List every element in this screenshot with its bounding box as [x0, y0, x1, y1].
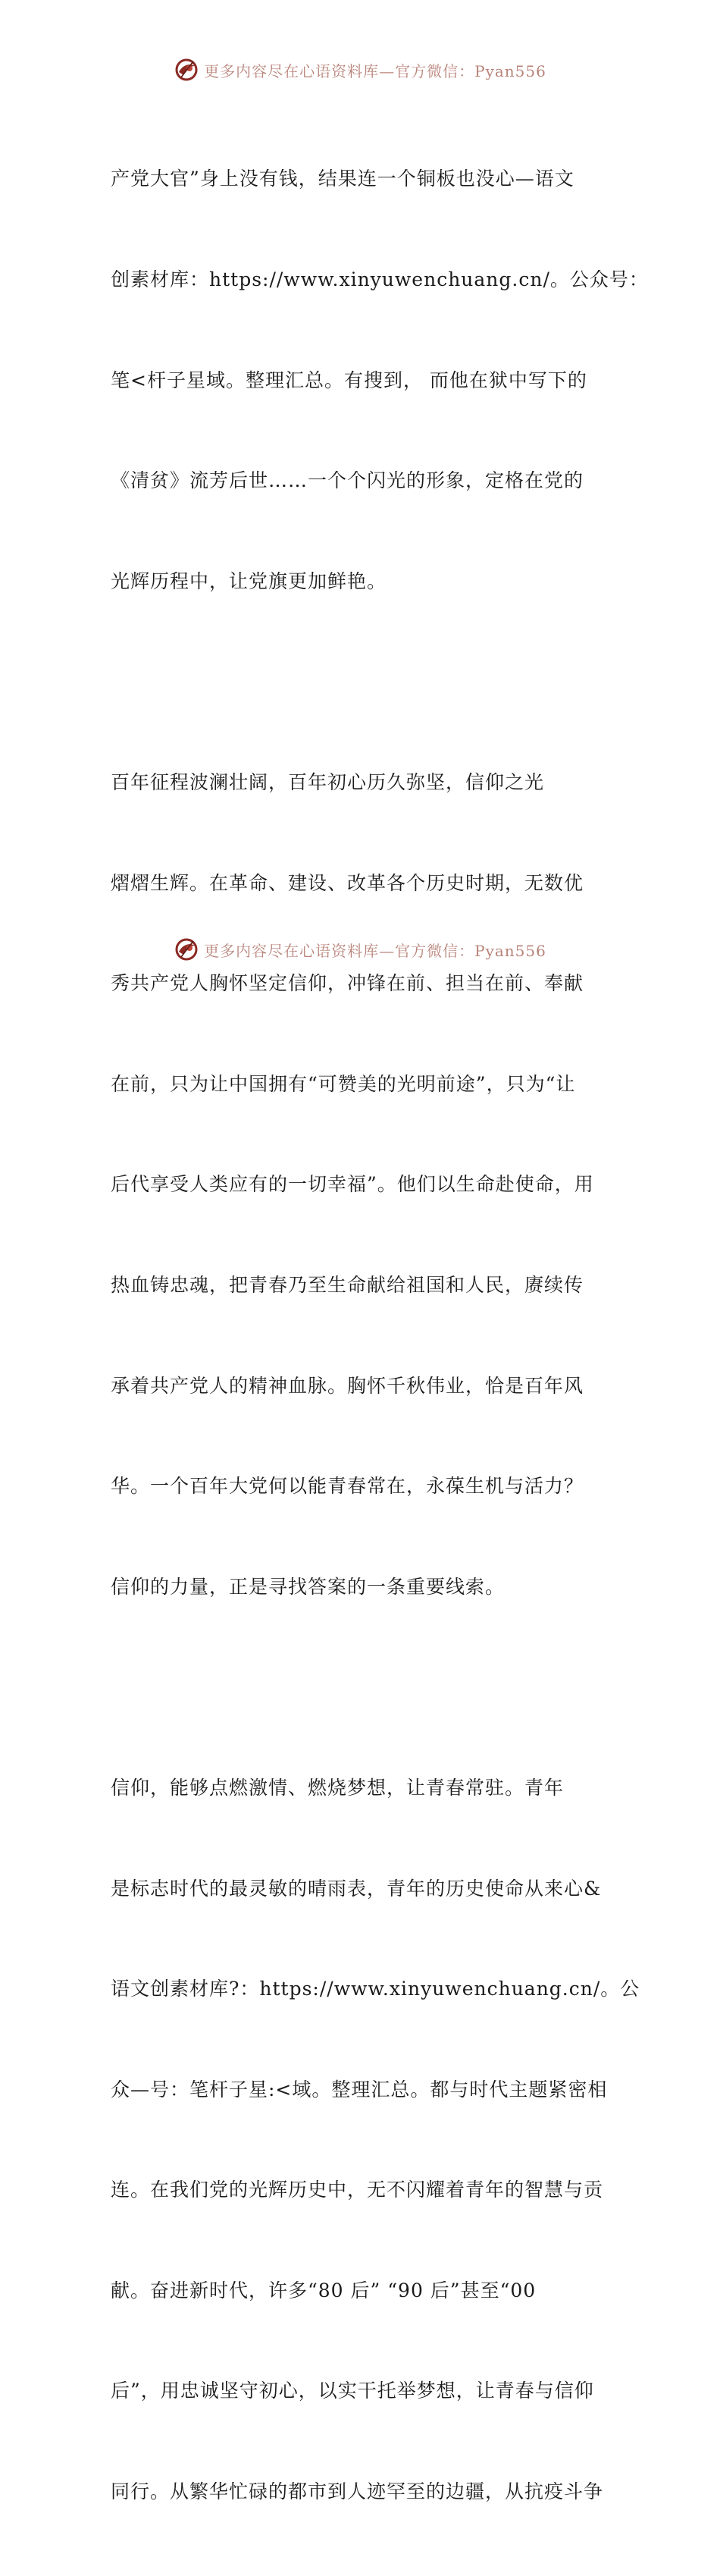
paragraph-spacer	[111, 1671, 626, 1704]
text-line: 后”，用忠诚坚守初心，以实干托举梦想，让青春与信仰	[111, 2380, 594, 2402]
text-line: 众—号：笔杆子星:<域。整理汇总。都与时代主题紧密相	[111, 2078, 608, 2101]
logo-icon	[174, 57, 199, 83]
text-line: 连。在我们党的光辉历史中，无不闪耀着青年的智慧与贡	[111, 2179, 604, 2201]
header-banner	[0, 55, 720, 85]
paragraph-spacer	[111, 665, 626, 698]
header-banner-text: 更多内容尽在心语资料库—官方微信：Pyan556	[204, 61, 546, 80]
text-line: 创素材库：https://www.xinyuwenchuang.cn/。公众号：	[111, 268, 649, 290]
text-line: 热血铸忠魂，把青春乃至生命献给祖国和人民，赓续传	[111, 1273, 584, 1296]
text-line: 百年征程波澜壮阔，百年初心历久弥坚，信仰之光	[111, 770, 545, 793]
text-line: 华。一个百年大党何以能青春常在，永葆生机与活力？	[111, 1475, 584, 1498]
text-line: 信仰，能够点燃激情、燃烧梦想，让青春常驻。青年	[111, 1776, 565, 1799]
text-line: 光辉历程中，让党旗更加鲜艳。	[111, 569, 387, 592]
text-line: 《清贫》流芳后世……一个个闪光的形象，定格在党的	[111, 469, 584, 492]
paragraph-2	[111, 699, 626, 1671]
text-line: 信仰的力量，正是寻找答案的一条重要线索。	[111, 1575, 506, 1598]
text-line: 承着共产党人的精神血脉。胸怀千秋伟业，恰是百年风	[111, 1374, 584, 1397]
text-line: 秀共产党人胸怀坚定信仰，冲锋在前、担当在前、奉献	[111, 972, 584, 995]
document-body	[111, 96, 649, 2576]
text-line: 同行。从繁华忙碌的都市到人迹罕至的边疆，从抗疫斗争	[111, 2480, 604, 2503]
text-line: 后代享受人类应有的一切幸福”。他们以生命赴使命，用	[111, 1173, 594, 1196]
text-line: 语文创素材库?：https://www.xinyuwenchuang.cn/。公	[111, 1978, 640, 2000]
text-line: 熠熠生辉。在革命、建设、改革各个历史时期，无数优	[111, 871, 584, 894]
text-line: 在前，只为让中国拥有“可赞美的光明前途”，只为“让	[111, 1072, 576, 1095]
paragraph-3	[111, 1705, 640, 2576]
text-line: 是标志时代的最灵敏的晴雨表，青年的历史使命从来心&	[111, 1877, 602, 1900]
text-line: 笔<杆子星域。整理汇总。有搜到， 而他在狱中写下的	[111, 369, 587, 391]
footer-banner-text: 更多内容尽在心语资料库—官方微信：Pyan556	[204, 941, 546, 960]
paragraph-1	[111, 96, 649, 665]
text-line: 产党大官”身上没有钱，结果连一个铜板也没心—语文	[111, 168, 574, 190]
logo-icon	[174, 937, 199, 962]
text-line: 献。奋进新时代，许多“80 后” “90 后”甚至“00	[111, 2279, 537, 2301]
footer-banner	[0, 934, 720, 965]
